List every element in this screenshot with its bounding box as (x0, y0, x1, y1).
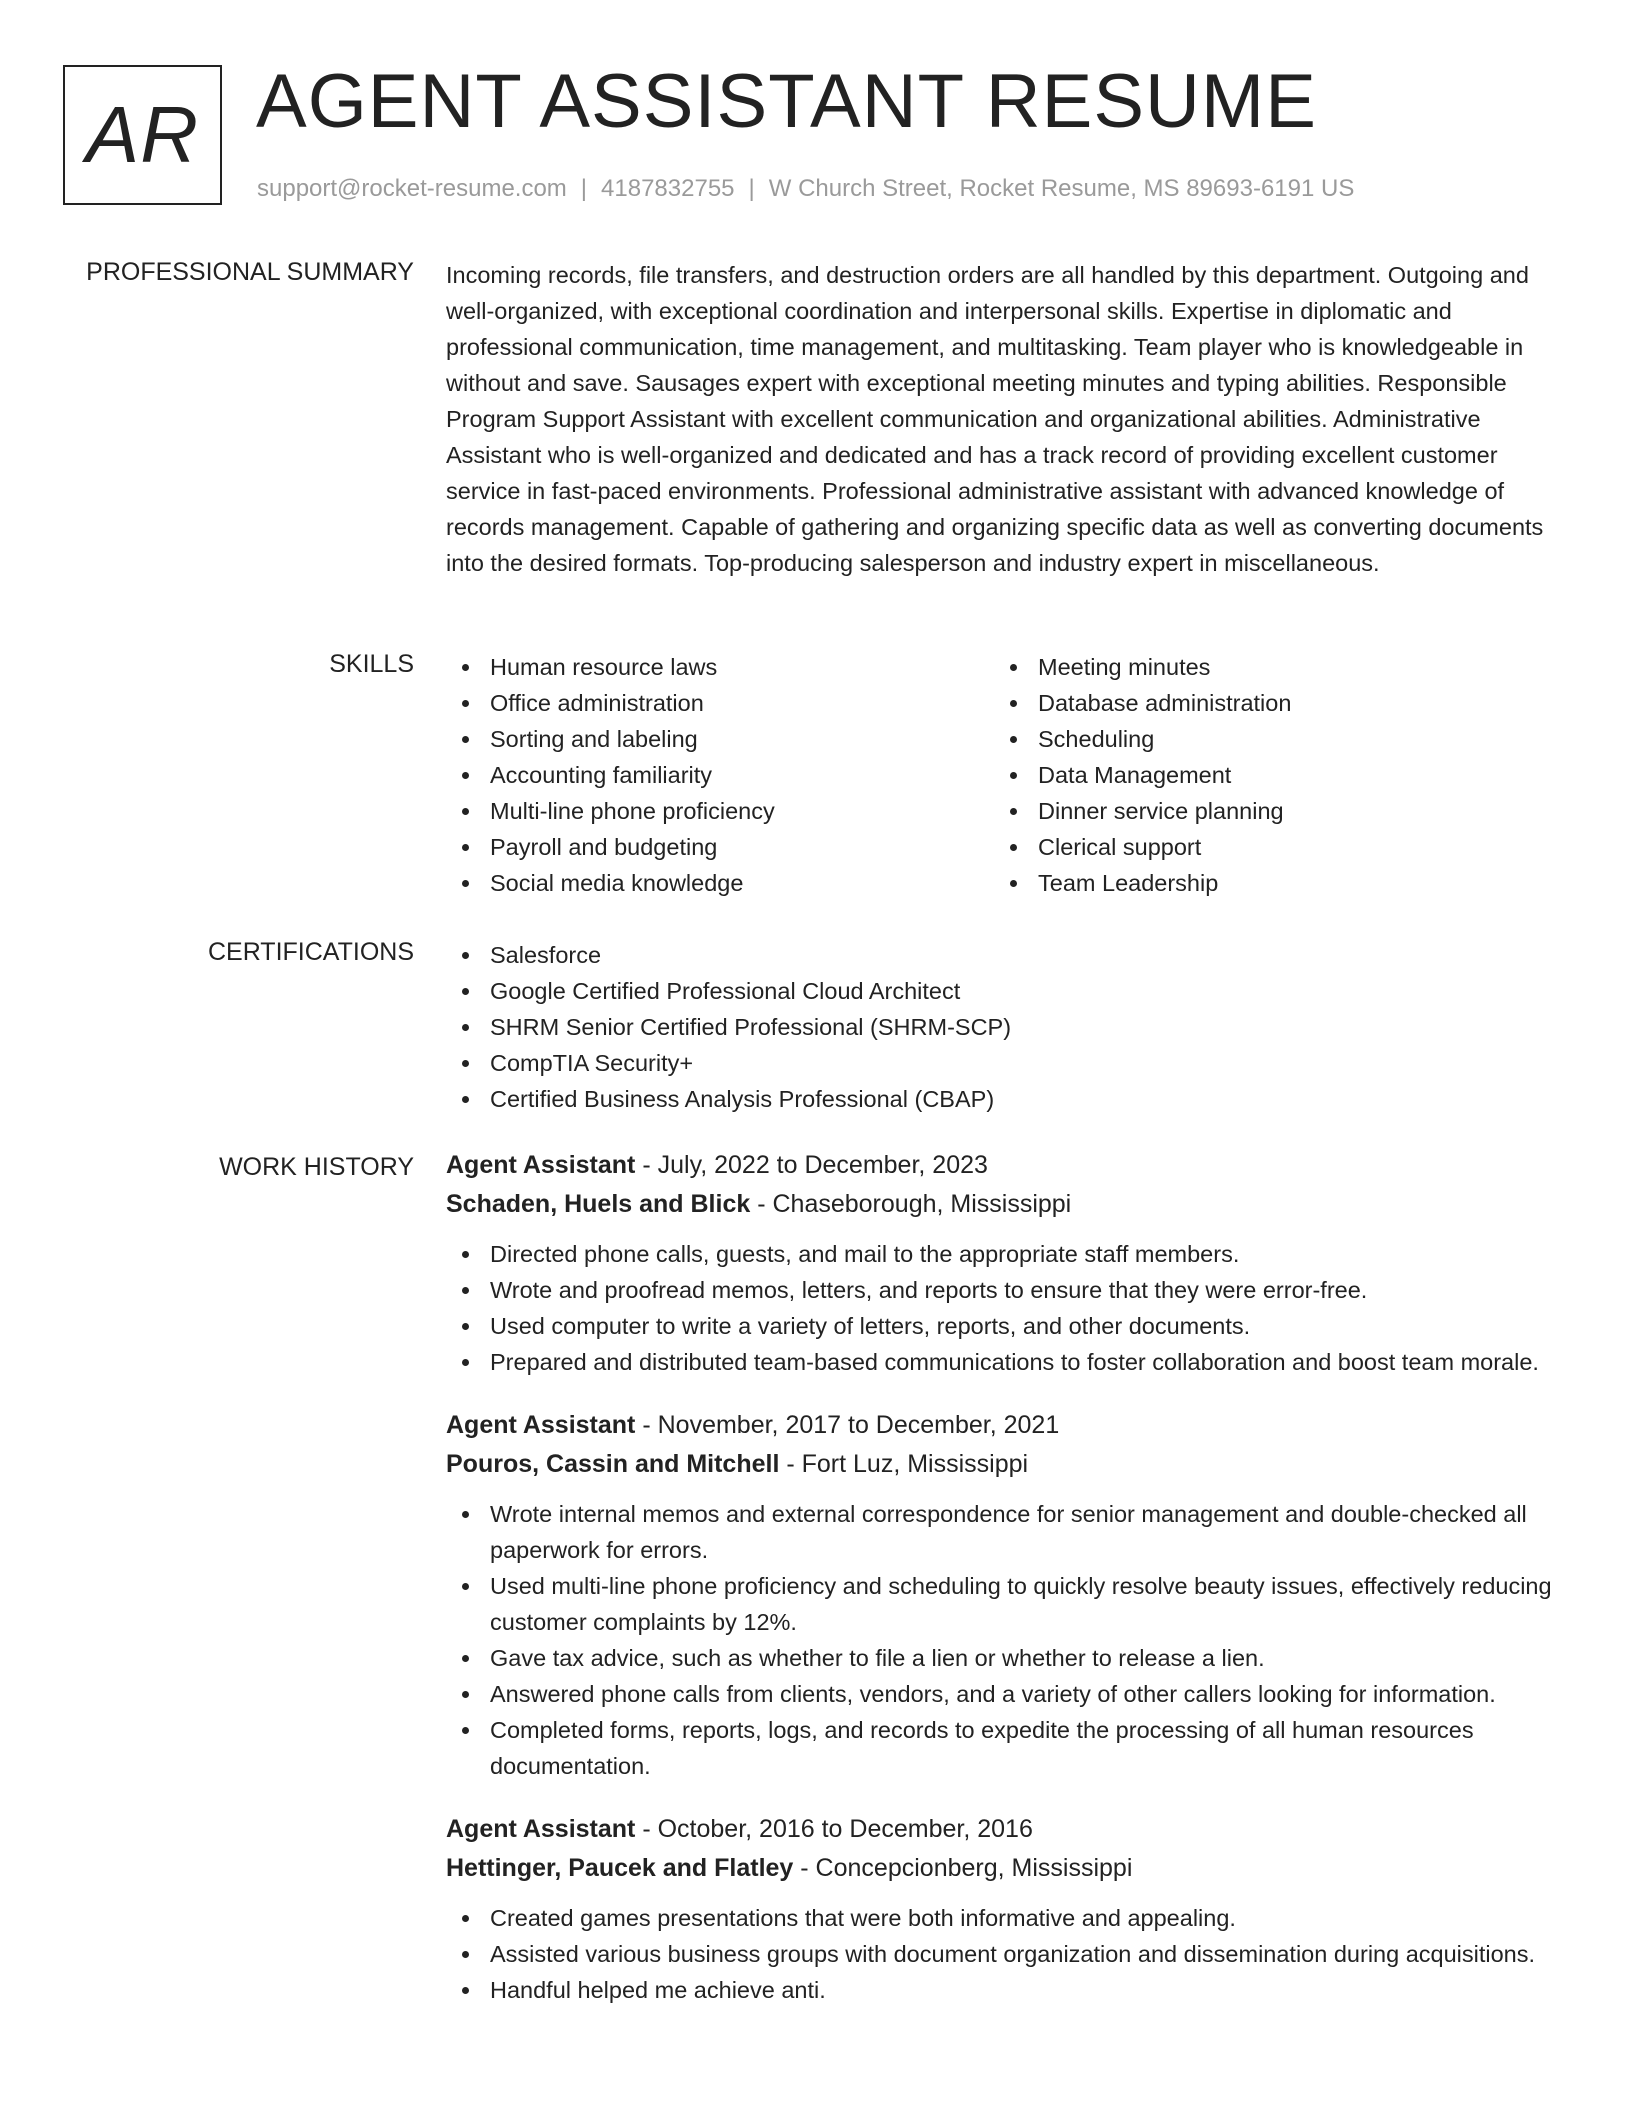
job-duty: Directed phone calls, guests, and mail to the appropriate staff members. (446, 1236, 1566, 1272)
job-duty: Prepared and distributed team-based communications to foster collaboration and boost team morale. (446, 1344, 1566, 1380)
skill-item: Scheduling (994, 721, 1542, 757)
job-duty: Assisted various business groups with document organization and dissemination during acquisitions. (446, 1936, 1566, 1972)
job-duty: Answered phone calls from clients, vendors, and a variety of other callers looking for information. (446, 1676, 1566, 1712)
job-duty: Created games presentations that were both informative and appealing. (446, 1900, 1566, 1936)
section-label-skills: SKILLS (329, 650, 414, 678)
job-title-line (446, 1146, 1566, 1185)
job-duties-list (446, 1900, 1566, 2008)
skill-item: Database administration (994, 685, 1542, 721)
certification-item: Certified Business Analysis Professional (CBAP) (446, 1081, 1566, 1117)
skill-item: Accounting familiarity (446, 757, 994, 793)
skills-list-right (994, 649, 1542, 901)
summary-text: Incoming records, file transfers, and destruction orders are all handled by this department. Outgoing and well-organized, with exceptional coordination and interpersonal skills. Expertise in diplomatic and professional communication, time management, and multitasking. Team player who is knowledgeable in without and save. Sausages expert with exceptional meeting minutes and typing abilities. Responsible Program Support Assistant with excellent communication and organizational abilities. Administrative Assistant who is well-organized and dedicated and has a track record of providing excellent customer service in fast-paced environments. Professional administrative assistant with advanced knowledge of records management. Capable of gathering and organizing specific data as well as converting documents into the desired formats. Top-producing salesperson and industry expert in miscellaneous. (446, 262, 1544, 576)
skill-item: Team Leadership (994, 865, 1542, 901)
certification-item: Google Certified Professional Cloud Architect (446, 973, 1566, 1009)
job-title-line (446, 1406, 1566, 1445)
section-label-certifications: CERTIFICATIONS (207, 938, 414, 966)
contact-separator: | (748, 175, 755, 202)
job-company: Pouros, Cassin and Mitchell (446, 1450, 780, 1478)
summary-section (446, 257, 1566, 581)
job-location: - Chaseborough, Mississippi (750, 1190, 1072, 1218)
job-entry (446, 1406, 1566, 1784)
certification-item: SHRM Senior Certified Professional (SHRM-SCP) (446, 1009, 1566, 1045)
skill-item: Meeting minutes (994, 649, 1542, 685)
job-company: Schaden, Huels and Blick (446, 1190, 751, 1218)
job-duty: Wrote and proofread memos, letters, and reports to ensure that they were error-free. (446, 1272, 1566, 1308)
job-entry (446, 1146, 1566, 1380)
job-location: - Concepcionberg, Mississippi (793, 1854, 1133, 1882)
job-duty: Wrote internal memos and external correspondence for senior management and double-checked all paperwork for errors. (446, 1496, 1566, 1568)
skill-item: Sorting and labeling (446, 721, 994, 757)
skills-section (446, 649, 1566, 901)
job-duties-list (446, 1496, 1566, 1784)
skill-item: Multi-line phone proficiency (446, 793, 994, 829)
job-company-line (446, 1445, 1566, 1484)
contact-email: support@rocket-resume.com (257, 175, 567, 202)
job-duty: Gave tax advice, such as whether to file a lien or whether to release a lien. (446, 1640, 1566, 1676)
job-company: Hettinger, Paucek and Flatley (446, 1854, 794, 1882)
job-duties-list (446, 1236, 1566, 1380)
job-duty: Used multi-line phone proficiency and scheduling to quickly resolve beauty issues, effectively reducing customer complaints by 12%. (446, 1568, 1566, 1640)
job-entry (446, 1810, 1566, 2008)
job-duty: Used computer to write a variety of letters, reports, and other documents. (446, 1308, 1566, 1344)
contact-address: W Church Street, Rocket Resume, MS 89693-6191 US (768, 175, 1355, 202)
resume-title: AGENT ASSISTANT RESUME (256, 59, 1317, 144)
skill-item: Office administration (446, 685, 994, 721)
monogram-logo: AR (63, 65, 222, 205)
job-duty: Completed forms, reports, logs, and records to expedite the processing of all human resources documentation. (446, 1712, 1566, 1784)
job-title: Agent Assistant (446, 1411, 636, 1439)
job-title-line (446, 1810, 1566, 1849)
certification-item: CompTIA Security+ (446, 1045, 1566, 1081)
certification-item: Salesforce (446, 937, 1566, 973)
contact-phone: 4187832755 (601, 175, 735, 202)
work-history-section (446, 1146, 1566, 2034)
section-label-summary: PROFESSIONAL SUMMARY (86, 258, 414, 286)
contact-line (257, 175, 1354, 203)
skills-list-left (446, 649, 994, 901)
section-label-work-history: WORK HISTORY (219, 1153, 414, 1181)
certifications-list (446, 937, 1566, 1117)
skill-item: Social media knowledge (446, 865, 994, 901)
job-company-line (446, 1849, 1566, 1888)
job-location: - Fort Luz, Mississippi (779, 1450, 1029, 1478)
contact-separator: | (580, 175, 588, 202)
certifications-section (446, 937, 1566, 1117)
job-company-line (446, 1185, 1566, 1224)
job-title: Agent Assistant (446, 1815, 636, 1843)
job-dates: - July, 2022 to December, 2023 (635, 1151, 988, 1179)
skill-item: Human resource laws (446, 649, 994, 685)
job-duty: Handful helped me achieve anti. (446, 1972, 1566, 2008)
skill-item: Data Management (994, 757, 1542, 793)
skill-item: Payroll and budgeting (446, 829, 994, 865)
skill-item: Clerical support (994, 829, 1542, 865)
job-dates: - October, 2016 to December, 2016 (635, 1815, 1033, 1843)
skill-item: Dinner service planning (994, 793, 1542, 829)
job-dates: - November, 2017 to December, 2021 (635, 1411, 1060, 1439)
job-title: Agent Assistant (446, 1151, 636, 1179)
